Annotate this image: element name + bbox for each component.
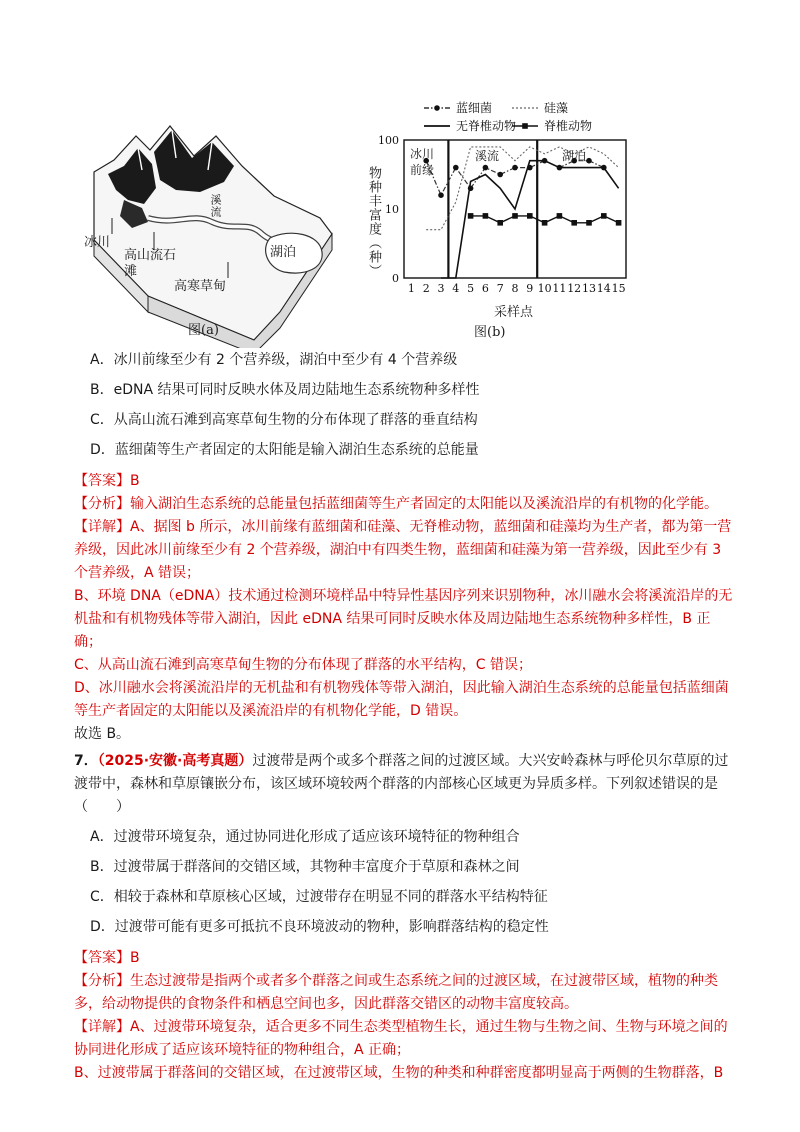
y-tick-label: 0 bbox=[392, 272, 399, 285]
data-point bbox=[542, 220, 548, 226]
legend-item bbox=[512, 100, 568, 115]
label-alpine-meadow: 高寒草甸 bbox=[174, 279, 227, 294]
x-tick-label: 10 bbox=[537, 282, 552, 295]
q6-option-b: B．eDNA 结果可同时反映水体及周边陆地生态系统物种多样性 bbox=[90, 382, 480, 398]
chart-legend bbox=[424, 100, 592, 133]
caption-figure-b: 图(b) bbox=[474, 325, 506, 340]
series-line bbox=[441, 161, 619, 278]
data-point bbox=[512, 165, 518, 171]
q7-stem: 过渡带是两个或多个群落之间的过渡区域。大兴安岭森林与呼伦贝尔草原的过渡带中，森林和草原镶嵌分布，该区域环境较两个群落的内部核心区域更为异质多样。下列叙述错误的是（ ） bbox=[74, 753, 729, 815]
data-point bbox=[512, 213, 518, 219]
q7-option-b: B．过渡带属于群落间的交错区域，其物种丰富度介于草原和森林之间 bbox=[90, 859, 520, 875]
q6-detail-d: D、冰川融水会将溪流沿岸的无机盐和有机物残体等带入湖泊，因此输入湖泊生态系统的总能量包括蓝细菌等生产者固定的太阳能以及溪流沿岸的有机物化学能，D 错误。 bbox=[74, 680, 729, 719]
data-point bbox=[483, 165, 489, 171]
data-point bbox=[527, 213, 533, 219]
y-tick-label: 100 bbox=[378, 134, 399, 147]
q7-analysis: 【分析】生态过渡带是指两个或者多个群落之间或生态系统之间的过渡区域，在过渡带区域，植物的种类多，给动物提供的食物条件和栖息空间也多，因此群落交错区的动物丰富度较高。 bbox=[74, 973, 718, 1012]
zone-label-lake: 湖泊 bbox=[562, 149, 587, 163]
label-glacier: 冰川 bbox=[84, 235, 111, 250]
q7-option-d: D．过渡带可能有更多可抵抗不良环境波动的物种，影响群落结构的稳定性 bbox=[90, 919, 549, 935]
legend-marker bbox=[434, 105, 440, 111]
x-tick-label: 12 bbox=[567, 282, 582, 295]
x-tick-label: 6 bbox=[481, 282, 489, 295]
q6-answer: 【答案】B bbox=[74, 473, 140, 489]
q7-stem-block bbox=[74, 750, 734, 819]
data-point bbox=[601, 213, 607, 219]
series-3 bbox=[468, 213, 622, 226]
legend-label: 脊椎动物 bbox=[544, 119, 593, 133]
zone-label-glacier-front: 冰川前缘 bbox=[409, 147, 434, 177]
q7-options bbox=[74, 827, 734, 937]
q6-option-d: D．蓝细菌等生产者固定的太阳能是输入湖泊生态系统的总能量 bbox=[90, 442, 479, 458]
x-tick-label: 14 bbox=[596, 282, 611, 295]
q7-source: （2025·安徽·高考真题） bbox=[97, 753, 253, 769]
legend-item bbox=[424, 118, 516, 133]
label-stream-shoal: 高山流石滩 bbox=[124, 248, 177, 279]
data-point bbox=[497, 220, 503, 226]
x-tick-label: 4 bbox=[452, 282, 460, 295]
series-2 bbox=[441, 161, 619, 278]
data-point bbox=[453, 165, 459, 171]
x-tick-label: 3 bbox=[437, 282, 445, 295]
caption-figure-a: 图(a) bbox=[188, 323, 219, 338]
q7-answer: 【答案】B bbox=[74, 950, 140, 966]
y-tick-label: 10 bbox=[385, 203, 399, 216]
figure-b bbox=[362, 94, 644, 344]
series-0 bbox=[423, 158, 606, 198]
label-stream: 溪流 bbox=[209, 194, 222, 218]
legend-label: 蓝细菌 bbox=[456, 101, 493, 115]
label-lake: 湖泊 bbox=[270, 245, 297, 260]
x-tick-label: 15 bbox=[611, 282, 626, 295]
data-point bbox=[586, 158, 592, 164]
data-point bbox=[616, 220, 622, 226]
data-point bbox=[586, 220, 592, 226]
q6-detail-a: 【详解】A、据图 b 所示，冰川前缘有蓝细菌和硅藻、无脊椎动物，蓝细菌和硅藻均为生产者，都为第一营养级，因此冰川前缘至少有 2 个营养级，湖泊中有四类生物，蓝细菌和硅藻为第一营养级，因此至少有 3 个营养级，A 错误； bbox=[74, 519, 732, 581]
q6-detail-b: B、环境 DNA（eDNA）技术通过检测环境样品中特异性基因序列来识别物种，冰川融水会将溪流沿岸的无机盐和有机物残体等带入湖泊，因此 eDNA 结果可同时反映水体及周边陆地生态系统物种多样性，B 正确； bbox=[74, 588, 733, 650]
zone-label-stream: 溪流 bbox=[475, 149, 500, 163]
figure-a bbox=[84, 100, 354, 348]
x-tick-label: 1 bbox=[407, 282, 415, 295]
q7-detail-a: 【详解】A、过渡带环境复杂，适合更多不同生态类型植物生长，通过生物与生物之间、生物与环境之间的协同进化形成了适应该环境特征的物种组合，A 正确； bbox=[74, 1019, 728, 1058]
x-tick-label: 11 bbox=[552, 282, 567, 295]
data-point bbox=[468, 213, 474, 219]
data-point bbox=[438, 192, 444, 198]
q6-analysis: 【分析】输入湖泊生态系统的总能量包括蓝细菌等生产者固定的太阳能以及溪流沿岸的有机物的化学能。 bbox=[74, 496, 718, 512]
data-point bbox=[483, 213, 489, 219]
x-tick-label: 8 bbox=[511, 282, 519, 295]
x-axis-label: 采样点 bbox=[494, 305, 534, 320]
legend-item bbox=[512, 118, 592, 133]
legend-marker bbox=[522, 123, 528, 129]
q6-detail-c: C、从高山流石滩到高寒草甸生物的分布体现了群落的水平结构，C 错误； bbox=[74, 657, 532, 673]
q6-options bbox=[74, 350, 734, 460]
data-point bbox=[571, 220, 577, 226]
data-point bbox=[557, 213, 563, 219]
q6-conclusion: 故选 B。 bbox=[74, 726, 131, 742]
q7-option-a: A．过渡带环境复杂，通过协同进化形成了适应该环境特征的物种组合 bbox=[90, 829, 520, 845]
x-tick-label: 2 bbox=[422, 282, 430, 295]
x-tick-label: 7 bbox=[496, 282, 504, 295]
terrain-illustration bbox=[84, 100, 354, 348]
q7-number: 7． bbox=[74, 753, 98, 769]
legend-label: 硅藻 bbox=[544, 101, 569, 115]
x-tick-label: 9 bbox=[526, 282, 534, 295]
glacier-mass-right bbox=[154, 130, 234, 192]
legend-item bbox=[424, 100, 492, 115]
y-axis-label: 物种丰富度（种） bbox=[366, 166, 381, 278]
q7-detail-b: B、过渡带属于群落间的交错区域，在过渡带区域，生物的种类和种群密度都明显高于两侧的生物群落，B bbox=[74, 1065, 724, 1081]
data-point bbox=[497, 172, 503, 178]
q6-option-c: C．从高山流石滩到高寒草甸生物的分布体现了群落的垂直结构 bbox=[90, 412, 478, 428]
legend-label: 无脊椎动物 bbox=[456, 119, 517, 133]
q6-option-a: A．冰川前缘至少有 2 个营养级，湖泊中至少有 4 个营养级 bbox=[90, 352, 458, 368]
series-layer bbox=[423, 147, 621, 278]
x-tick-label: 13 bbox=[582, 282, 596, 295]
x-tick-label: 5 bbox=[467, 282, 475, 295]
question-content bbox=[74, 350, 734, 1085]
q7-option-c: C．相较于森林和草原核心区域，过渡带存在明显不同的群落水平结构特征 bbox=[90, 889, 548, 905]
